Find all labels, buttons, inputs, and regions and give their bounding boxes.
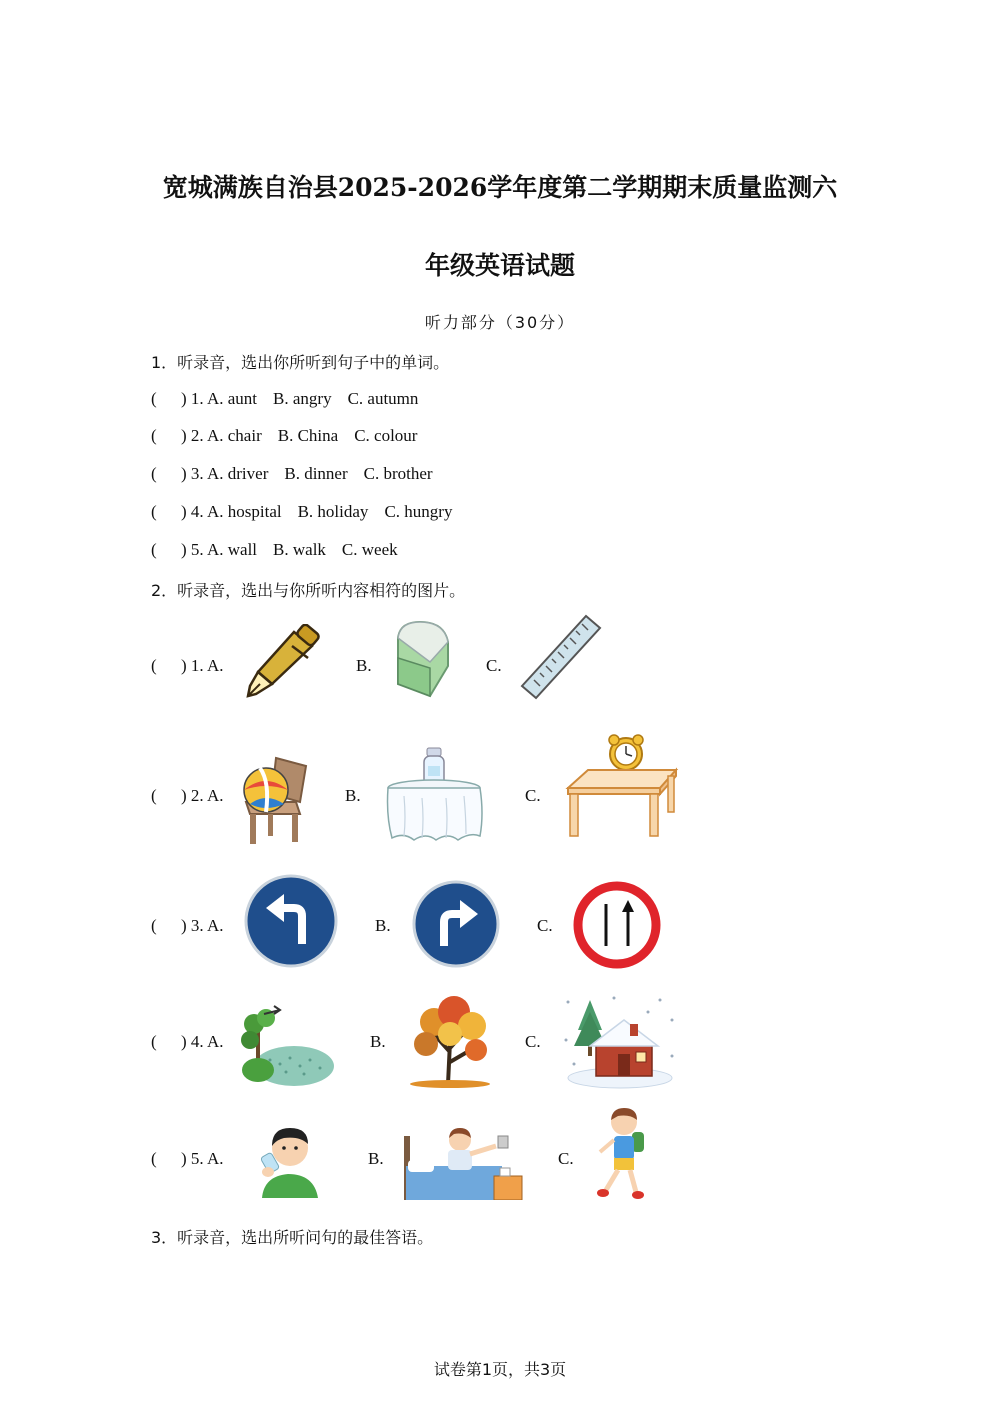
answer-paren[interactable]: ( xyxy=(151,540,157,559)
item-number: ) 1. A. xyxy=(181,656,224,675)
option-b: B. holiday xyxy=(297,502,369,521)
section-heading: 听力部分（30分） xyxy=(424,313,576,332)
q2-row-4 xyxy=(151,1032,224,1052)
item-number: ) 3. xyxy=(181,464,204,483)
q1-row-4 xyxy=(151,502,468,522)
item-number: ) 5. xyxy=(181,540,204,559)
page-footer: 试卷第1页，共3页 xyxy=(433,1360,567,1379)
option-b-label: B. xyxy=(375,916,391,935)
spring-scene-icon[interactable] xyxy=(240,1000,336,1090)
q1-heading: 1．听录音，选出你所听到句子中的单词。 xyxy=(151,353,450,372)
q1-row-3 xyxy=(151,464,449,484)
q2-row-2 xyxy=(151,786,224,806)
option-a: A. driver xyxy=(206,464,269,483)
answer-paren[interactable]: ( xyxy=(151,502,157,521)
q1-row-2 xyxy=(151,426,433,446)
bottle-on-table-icon[interactable] xyxy=(384,746,484,844)
answer-paren[interactable]: ( xyxy=(151,1149,157,1168)
boy-walking-icon[interactable] xyxy=(592,1106,654,1200)
answer-paren[interactable]: ( xyxy=(151,1032,157,1051)
answer-paren[interactable]: ( xyxy=(151,786,157,805)
option-b-label: B. xyxy=(368,1149,384,1168)
exam-title-line-1: 宽城满族自治县2025-2026学年度第二学期期末质量监测六 xyxy=(162,173,838,202)
option-c-label: C. xyxy=(558,1149,574,1168)
option-a: A. hospital xyxy=(206,502,282,521)
option-b: B. China xyxy=(277,426,339,445)
option-b: B. dinner xyxy=(284,464,348,483)
item-number: ) 5. A. xyxy=(181,1149,224,1168)
option-c: C. brother xyxy=(363,464,433,483)
q1-row-5 xyxy=(151,540,414,560)
option-a: A. chair xyxy=(206,426,262,445)
item-number: ) 2. xyxy=(181,426,204,445)
option-b-label: B. xyxy=(345,786,361,805)
item-number: ) 4. A. xyxy=(181,1032,224,1051)
boy-drinking-icon[interactable] xyxy=(254,1120,324,1198)
option-c-label: C. xyxy=(486,656,502,675)
answer-paren[interactable]: ( xyxy=(151,389,157,408)
item-number: ) 2. A. xyxy=(181,786,224,805)
turn-right-sign-icon[interactable] xyxy=(412,880,500,968)
option-a: A. wall xyxy=(206,540,258,559)
no-overtaking-sign-icon[interactable] xyxy=(572,880,662,970)
answer-paren[interactable]: ( xyxy=(151,916,157,935)
option-c: C. autumn xyxy=(347,389,419,408)
option-c-label: C. xyxy=(525,1032,541,1051)
q2-row-3 xyxy=(151,916,224,936)
option-b-label: B. xyxy=(370,1032,386,1051)
turn-left-sign-icon[interactable] xyxy=(244,874,338,968)
q1-row-1 xyxy=(151,389,434,409)
q2-heading: 2．听录音，选出与你所听内容相符的图片。 xyxy=(151,581,466,600)
option-c: C. week xyxy=(341,540,398,559)
option-c: C. colour xyxy=(354,426,418,445)
q2-row-1 xyxy=(151,656,224,676)
clock-on-desk-icon[interactable] xyxy=(564,734,680,838)
item-number: ) 3. A. xyxy=(181,916,224,935)
option-a: A. aunt xyxy=(206,389,258,408)
q3-heading: 3．听录音，选出所听问句的最佳答语。 xyxy=(151,1228,434,1247)
boy-in-bed-icon[interactable] xyxy=(404,1126,524,1200)
q2-row-5 xyxy=(151,1149,224,1169)
answer-paren[interactable]: ( xyxy=(151,656,157,675)
eraser-icon[interactable] xyxy=(390,618,454,700)
exam-title-line-2: 年级英语试题 xyxy=(424,251,575,280)
option-b: B. walk xyxy=(273,540,326,559)
option-b-label: B. xyxy=(356,656,372,675)
option-b: B. angry xyxy=(273,389,332,408)
autumn-tree-icon[interactable] xyxy=(404,992,494,1088)
ruler-icon[interactable] xyxy=(520,614,604,700)
fountain-pen-icon[interactable] xyxy=(242,624,324,700)
answer-paren[interactable]: ( xyxy=(151,464,157,483)
item-number: ) 4. xyxy=(181,502,204,521)
ball-on-chair-icon[interactable] xyxy=(240,752,312,846)
snowy-house-icon[interactable] xyxy=(560,990,680,1090)
item-number: ) 1. xyxy=(181,389,204,408)
answer-paren[interactable]: ( xyxy=(151,426,157,445)
option-c: C. hungry xyxy=(384,502,453,521)
option-c-label: C. xyxy=(525,786,541,805)
option-c-label: C. xyxy=(537,916,553,935)
